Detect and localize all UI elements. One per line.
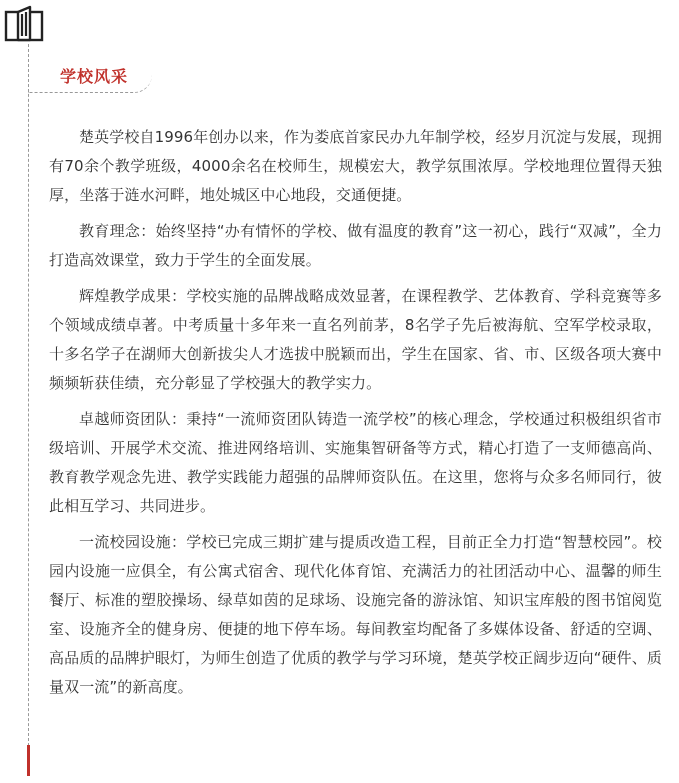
section-header <box>28 52 152 93</box>
book-icon <box>4 4 44 44</box>
paragraph-facilities: 一流校园设施：学校已完成三期扩建与提质改造工程，目前正全力打造“智慧校园”。校园内设施一应俱全，有公寓式宿舍、现代化体育馆、充满活力的社团活动中心、温馨的师生餐厅、标准的塑胶操场、绿草如茵的足球场、设施完备的游泳馆、知识宝库般的图书馆阅览室、设施齐全的健身房、便捷的地下停车场。每间教室均配备了多媒体设备、舒适的空调、高品质的品牌护眼灯，为师生创造了优质的教学与学习环境，楚英学校正阔步迈向“硬件、质量双一流”的新高度。 <box>49 533 662 696</box>
section-title: 学校风采 <box>60 67 129 86</box>
left-accent-bar <box>27 745 30 776</box>
paragraph-intro: 楚英学校自1996年创办以来，作为娄底首家民办九年制学校，经岁月沉淀与发展，现拥有70余个教学班级，4000余名在校师生，规模宏大，教学氛围浓厚。学校地理位置得天独厚，坐落于涟水河畔，地处城区中心地段，交通便捷。 <box>49 128 662 204</box>
paragraph-faculty: 卓越师资团队：秉持“一流师资团队铸造一流学校”的核心理念，学校通过积极组织省市级培训、开展学术交流、推进网络培训、实施集智研备等方式，精心打造了一支师德高尚、教育教学观念先进、教学实践能力超强的品牌师资队伍。在这里，您将与众多名师同行，彼此相互学习、共同进步。 <box>49 410 662 515</box>
left-divider-line <box>28 44 29 776</box>
article-body <box>49 123 662 709</box>
paragraph-achievements: 辉煌教学成果：学校实施的品牌战略成效显著，在课程教学、艺体教育、学科竞赛等多个领域成绩卓著。中考质量十多年来一直名列前茅，8名学子先后被海航、空军学校录取，十多名学子在湖师大创新拔尖人才选拔中脱颖而出，学生在国家、省、市、区级各项大赛中频频斩获佳绩，充分彰显了学校强大的教学实力。 <box>49 287 662 392</box>
paragraph-philosophy: 教育理念：始终坚持“办有情怀的学校、做有温度的教育”这一初心，践行“双减”，全力打造高效课堂，致力于学生的全面发展。 <box>49 222 662 269</box>
